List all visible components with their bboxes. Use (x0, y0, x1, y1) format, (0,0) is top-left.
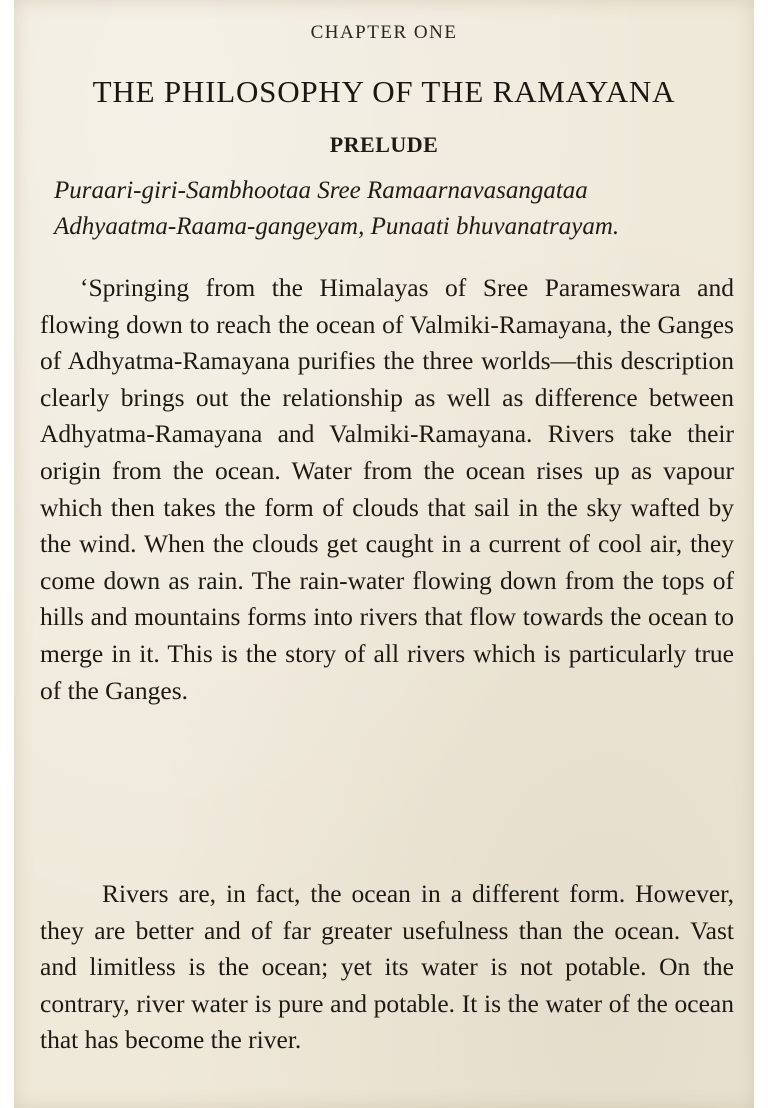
chapter-label: CHAPTER ONE (310, 22, 458, 43)
body-paragraph-2: Rivers are, in fact, the ocean in a different form. However, they are better and of far greater usefulness than the ocean. Vast and limitless is the ocean; yet its water is not potable. On the contrary, river water is pure and potable. It is the water of the ocean that has become the river. (40, 879, 734, 1055)
verse-line-1: Puraari-giri-Sambhootaa Sree Ramaarnavasangataa (54, 177, 588, 204)
body-paragraph-1: ‘Springing from the Himalayas of Sree Parameswara and flowing down to reach the ocean of Valmiki-Ramayana, the Ganges of Adhyatma-Ramayana purifies the three worlds—this description clearly brings out the relationship as well as difference between Adhyatma-Ramayana and Valmiki-Ramayana. Rivers take their origin from the ocean. Water from the ocean rises up as vapour which then takes the form of clouds that sail in the sky wafted by the wind. When the clouds get caught in a current of cool air, they come down as rain. The rain-water flowing down from the tops of hills and mountains forms into rivers that flow towards the ocean to merge in it. This is the story of all rivers which is particularly true of the Ganges. (40, 273, 734, 705)
verse-line-2: Adhyaatma-Raama-gangeyam, Punaati bhuvanatrayam. (54, 213, 620, 240)
book-page (14, 0, 754, 1108)
chapter-title: THE PHILOSOPHY OF THE RAMAYANA (92, 74, 676, 109)
section-heading: PRELUDE (329, 132, 439, 157)
